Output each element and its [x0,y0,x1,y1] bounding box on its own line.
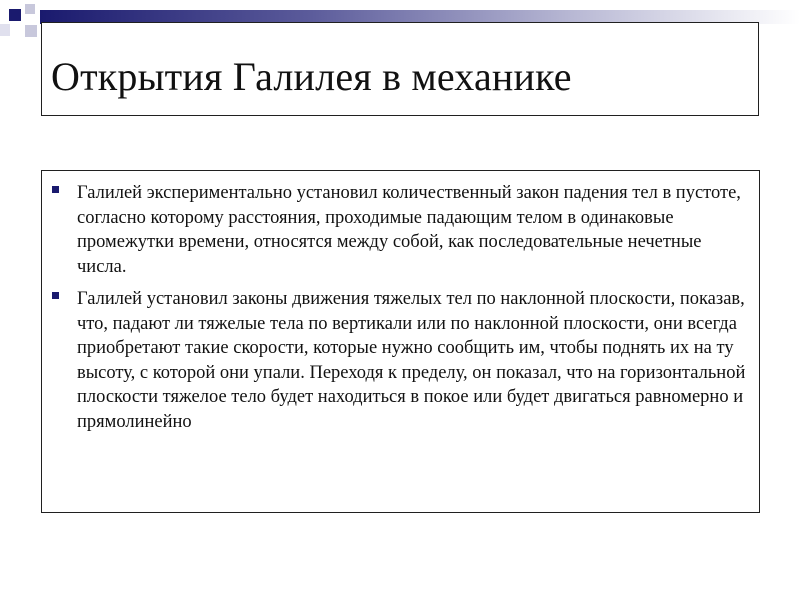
square-bullet-icon [52,292,59,299]
bullet-text: Галилей установил законы движения тяжелых тел по наклонной плоскости, показав, что, падают ли тяжелые тела по вертикали или по наклонной плоскости, они всегда приобретают такие скорости, которые нужно сообщить им, чтобы поднять их на ту высоту, с которой они упали. Переходя к пределу, он показал, что на горизонтальной плоскости тяжелое тело будет находиться в покое или будет двигаться равномерно и прямолинейно [77,289,746,432]
bullet-item [50,287,750,434]
decorative-square [0,24,10,36]
content-box [41,170,760,513]
decorative-square [25,4,35,14]
title-box [41,22,759,116]
bullet-text: Галилей экспериментально установил количественный закон падения тел в пустоте, согласно которому расстояния, проходимые падающим телом в одинаковые промежутки времени, относятся между собой, как последовательные нечетные числа. [77,183,741,277]
decorative-square [25,25,37,37]
square-bullet-icon [52,186,59,193]
bullet-item [50,181,750,279]
slide-title: Открытия Галилея в механике [51,54,572,99]
decorative-square [9,9,21,21]
bullet-list [50,181,750,442]
